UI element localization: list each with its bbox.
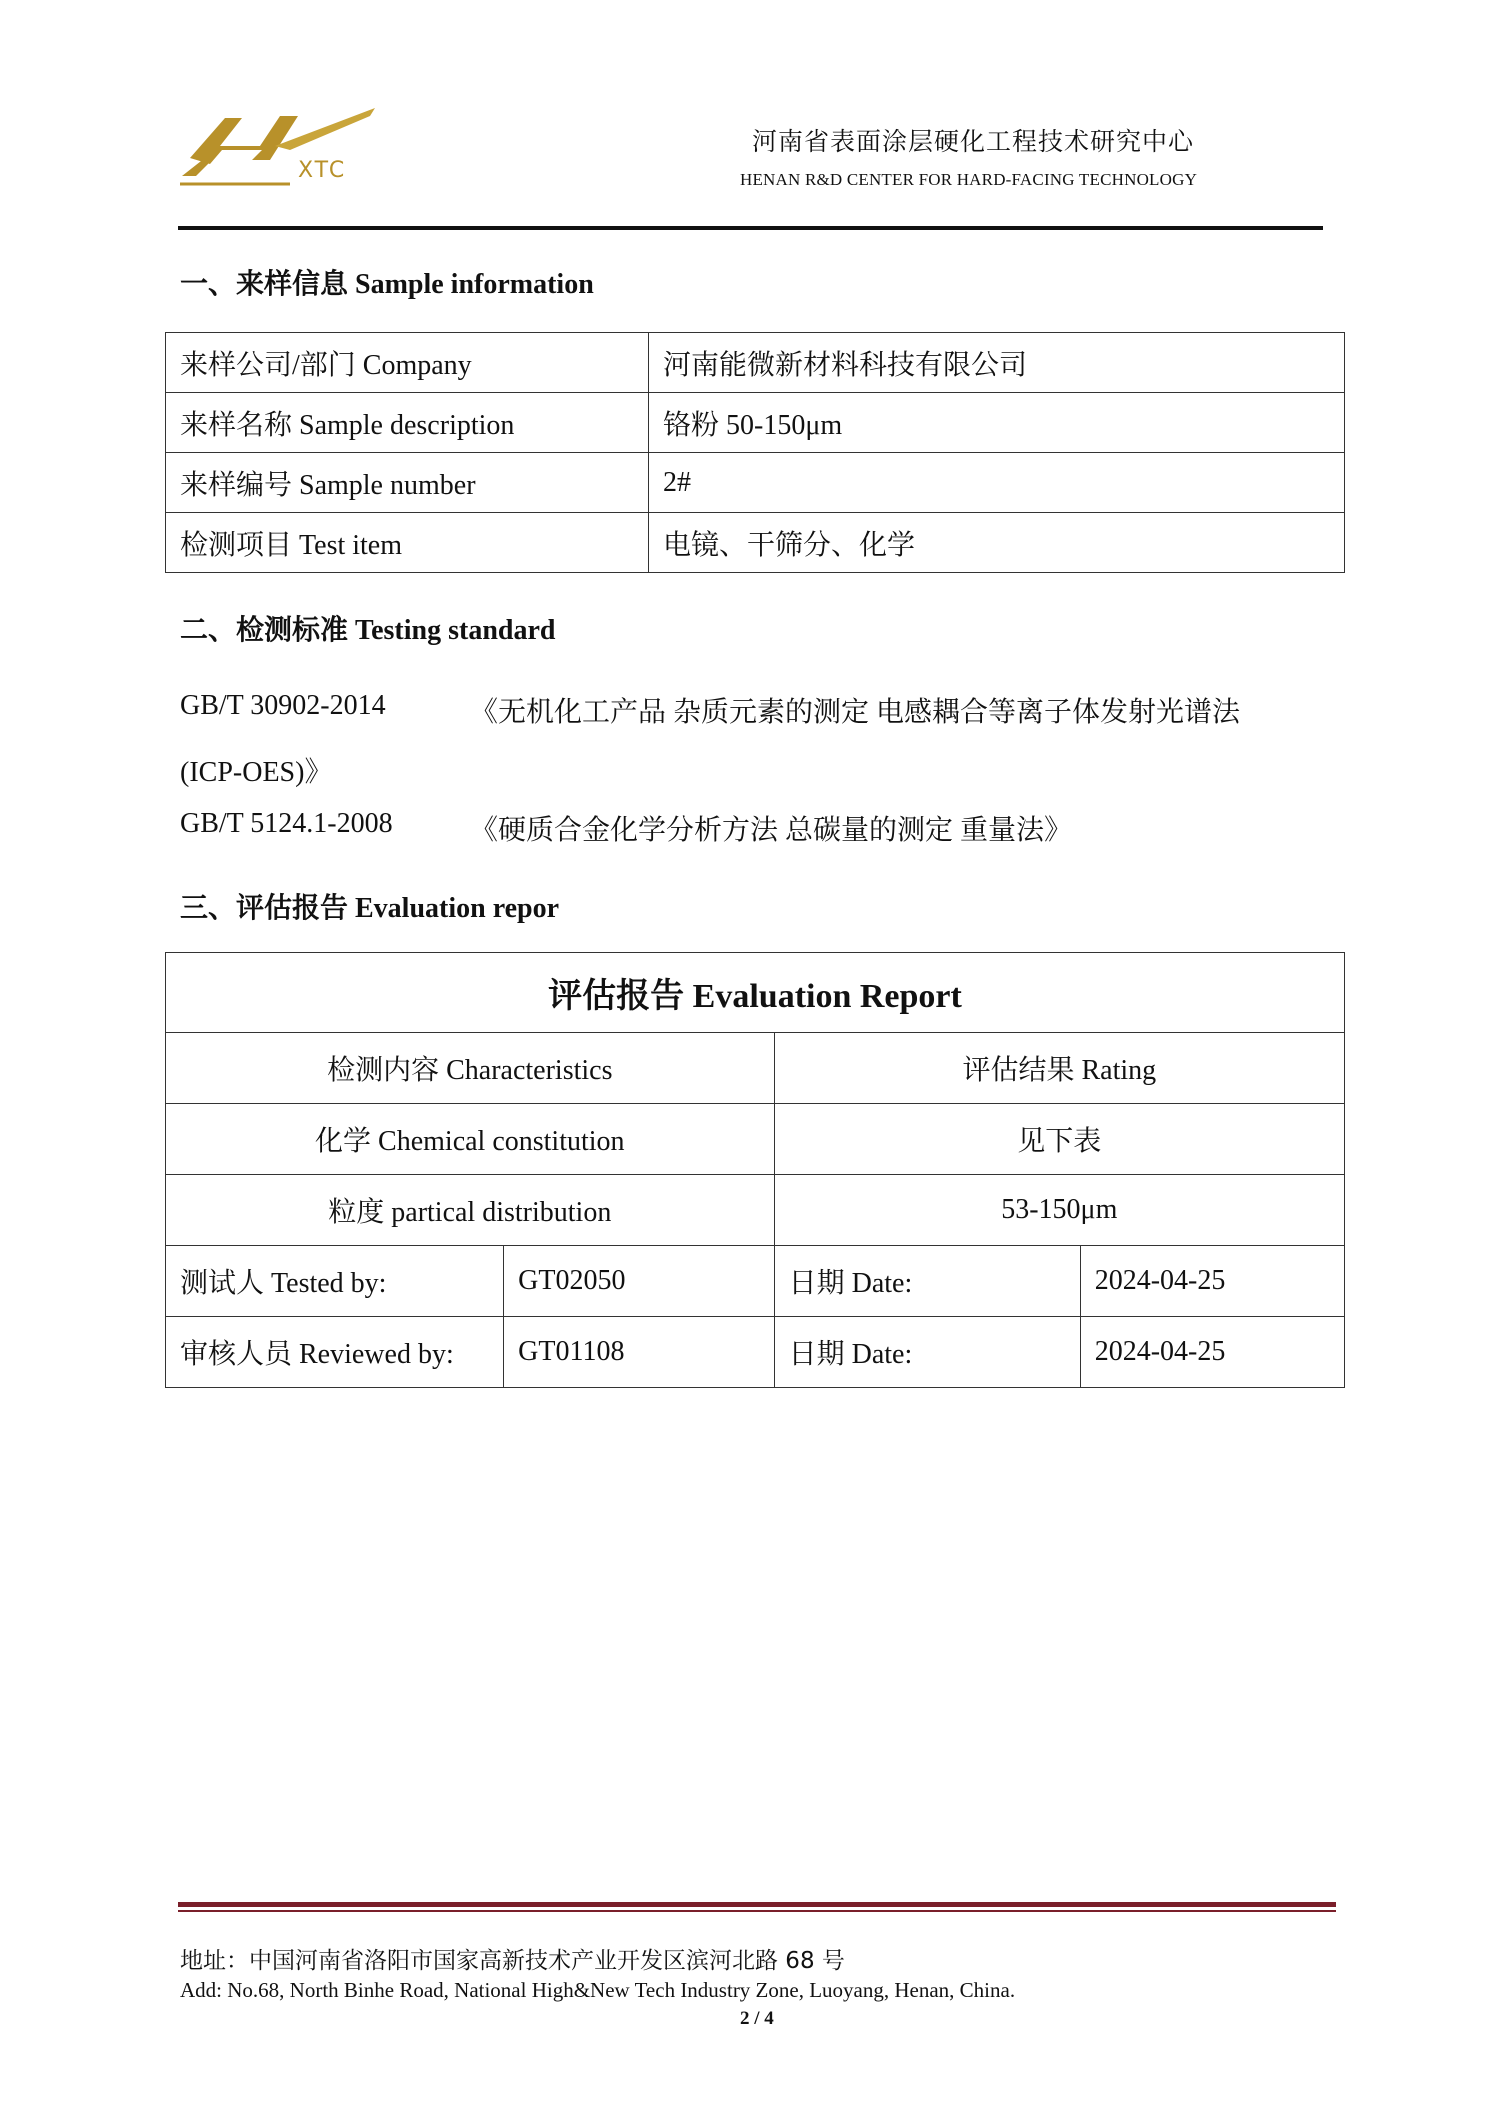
footer-rule-thin — [178, 1910, 1336, 1912]
table-row — [166, 393, 1345, 453]
row-value: 铬粉 50-150μm — [649, 393, 1345, 453]
tested-by-label: 测试人 Tested by: — [166, 1246, 504, 1317]
tested-date-label: 日期 Date: — [774, 1246, 1080, 1317]
header-rating: 评估结果 Rating — [774, 1033, 1344, 1104]
standard-2-title: 《硬质合金化学分析方法 总碳量的测定 重量法》 — [470, 815, 1073, 846]
tested-date-value: 2024-04-25 — [1080, 1246, 1344, 1317]
table-title-row — [166, 953, 1345, 1033]
characteristic-cell: 粒度 partical distribution — [166, 1175, 775, 1246]
section-heading-testing-standard: 二、检测标准 Testing standard — [180, 615, 556, 646]
rating-cell: 见下表 — [774, 1104, 1344, 1175]
logo-mark — [180, 98, 380, 193]
characteristic-cell: 化学 Chemical constitution — [166, 1104, 775, 1175]
reviewed-date-value: 2024-04-25 — [1080, 1317, 1344, 1388]
sample-info-table — [165, 332, 1345, 573]
evaluation-table — [165, 952, 1345, 1388]
header-characteristics: 检测内容 Characteristics — [166, 1033, 775, 1104]
page-number: 2 / 4 — [740, 2008, 774, 2029]
reviewed-by-label: 审核人员 Reviewed by: — [166, 1317, 504, 1388]
row-label: 来样名称 Sample description — [166, 393, 649, 453]
row-value: 电镜、干筛分、化学 — [649, 513, 1345, 573]
standard-1-continuation: (ICP-OES)》 — [180, 757, 333, 788]
header-org-en: HENAN R&D CENTER FOR HARD-FACING TECHNOLOGY — [740, 170, 1198, 189]
table-row — [166, 333, 1345, 393]
tested-by-value: GT02050 — [504, 1246, 774, 1317]
footer-address-cn: 地址：中国河南省洛阳市国家高新技术产业开发区滨河北路 68 号 — [180, 1948, 845, 1974]
standard-1-title: 《无机化工产品 杂质元素的测定 电感耦合等离子体发射光谱法 — [470, 697, 1241, 728]
table-row — [166, 513, 1345, 573]
xtc-logo — [180, 98, 380, 193]
row-label: 检测项目 Test item — [166, 513, 649, 573]
header-org-cn: 河南省表面涂层硬化工程技术研究中心 — [752, 129, 1195, 156]
table-row — [166, 1175, 1345, 1246]
standard-2-code: GB/T 5124.1-2008 — [180, 808, 393, 839]
logo-text: XTC — [298, 158, 347, 183]
reviewed-by-row — [166, 1317, 1345, 1388]
row-label: 来样公司/部门 Company — [166, 333, 649, 393]
row-value: 2# — [649, 453, 1345, 513]
table-row — [166, 1104, 1345, 1175]
standard-1-code: GB/T 30902-2014 — [180, 690, 386, 721]
row-label: 来样编号 Sample number — [166, 453, 649, 513]
tested-by-row — [166, 1246, 1345, 1317]
evaluation-table-title: 评估报告 Evaluation Report — [166, 953, 1345, 1033]
footer-address-en: Add: No.68, North Binhe Road, National High&New Tech Industry Zone, Luoyang, Henan, China. — [180, 1978, 1016, 2002]
table-row — [166, 453, 1345, 513]
header-rule — [178, 226, 1323, 230]
rating-cell: 53-150μm — [774, 1175, 1344, 1246]
reviewed-by-value: GT01108 — [504, 1317, 774, 1388]
section-heading-evaluation: 三、评估报告 Evaluation repor — [180, 893, 560, 924]
row-value: 河南能微新材料科技有限公司 — [649, 333, 1345, 393]
table-header-row — [166, 1033, 1345, 1104]
footer-rule — [178, 1902, 1336, 1907]
reviewed-date-label: 日期 Date: — [774, 1317, 1080, 1388]
section-heading-sample-info: 一、来样信息 Sample information — [180, 269, 594, 300]
